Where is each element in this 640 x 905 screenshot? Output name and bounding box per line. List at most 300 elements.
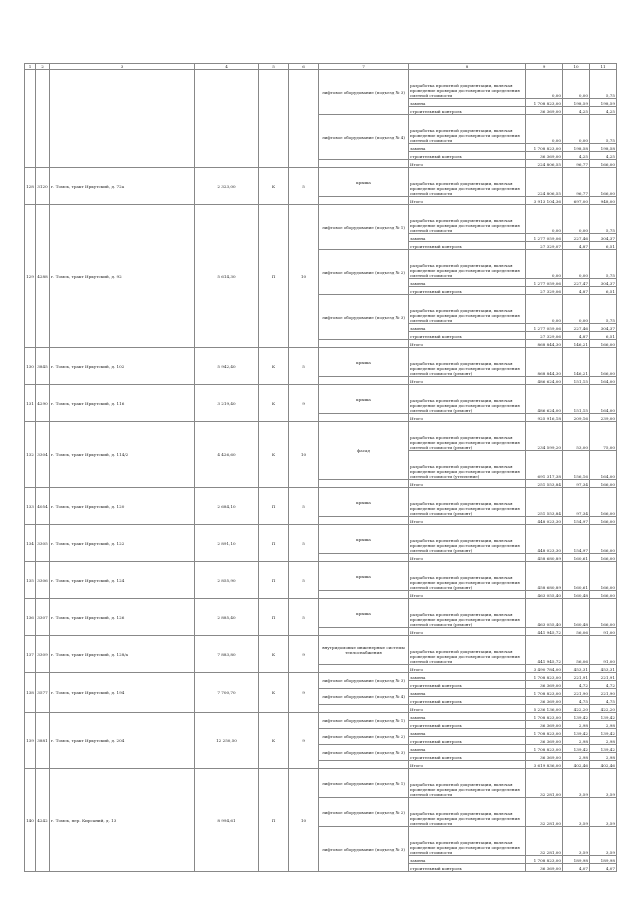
cost-value: 36 369,00 <box>526 697 563 705</box>
max-cost-per-sqm: 166,00 <box>590 525 617 554</box>
cost-per-sqm: 227,47 <box>563 279 590 287</box>
house-id: 3881 <box>36 713 50 769</box>
floors: 10 <box>289 205 319 348</box>
work-description: замена <box>409 713 526 721</box>
row-number: 132 <box>25 422 36 488</box>
work-description: замена <box>409 324 526 332</box>
floors: 9 <box>289 385 319 422</box>
cost-value: 36 369,00 <box>526 737 563 745</box>
cost-per-sqm: 139,42 <box>563 729 590 737</box>
cost-value: 27 329,06 <box>526 287 563 295</box>
wall-material: К <box>259 168 289 205</box>
house-id: 4054 <box>36 488 50 525</box>
cost-value: 27 329,06 <box>526 332 563 340</box>
cost-value: 441 945,72 <box>526 628 563 636</box>
total-area: 3 219,40 <box>195 385 259 422</box>
column-number-10: 10 <box>563 64 590 70</box>
cost-value: 0,00 <box>526 295 563 324</box>
work-description: разработка проектной документации, включая проведение проверки достоверности определения сметной стоимости <box>409 115 526 144</box>
cost-value: 0,00 <box>526 115 563 144</box>
work-description: Итого <box>409 414 526 422</box>
work-type <box>319 480 409 488</box>
cost-value: 1 708 823,00 <box>526 713 563 721</box>
cost-value: 3 913 104,36 <box>526 197 563 205</box>
max-cost-per-sqm: 402,46 <box>590 761 617 769</box>
cost-per-sqm: 227,46 <box>563 234 590 242</box>
cost-per-sqm: 146,21 <box>563 340 590 348</box>
work-description: разработка проектной документации, включая проведение проверки достоверности определения сметной стоимости <box>409 205 526 234</box>
work-description: строительный контроль <box>409 864 526 872</box>
cost-per-sqm: 3,59 <box>563 798 590 827</box>
cost-value: 1 708 823,00 <box>526 729 563 737</box>
max-cost-per-sqm: 189,98 <box>590 856 617 864</box>
column-number-6: 6 <box>289 64 319 70</box>
cost-per-sqm: 156,16 <box>563 451 590 480</box>
max-cost-per-sqm: 221,90 <box>590 689 617 697</box>
work-type: лифтовое оборудование (подъезд № 4) <box>319 115 409 160</box>
work-type: лифтовое оборудование (подъезд № 2) <box>319 729 409 745</box>
work-description: замена <box>409 279 526 287</box>
work-description: замена <box>409 745 526 753</box>
max-cost-per-sqm: 166,00 <box>590 562 617 591</box>
max-cost-per-sqm: 166,00 <box>590 160 617 168</box>
cost-per-sqm: 151,15 <box>563 377 590 385</box>
address: г. Томск, тракт Иркутский, д. 126 <box>50 599 195 636</box>
total-area: 2 891,10 <box>195 525 259 562</box>
cost-value: 27 329,07 <box>526 242 563 250</box>
work-type: лифтовое оборудование (подъезд № 3) <box>319 70 409 115</box>
total-area: 2 684,10 <box>195 488 259 525</box>
house-id: 4242 <box>36 769 50 872</box>
work-type: лифтовое оборудование (подъезд № 3) <box>319 827 409 872</box>
cost-value: 32 281,00 <box>526 769 563 798</box>
work-description: Итого <box>409 160 526 168</box>
work-description: разработка проектной документации, включая проведение проверки достоверности определения сметной стоимости (утепление) <box>409 451 526 480</box>
row-number: 131 <box>25 385 36 422</box>
work-type: крыша <box>319 348 409 377</box>
total-area: 8 994,61 <box>195 769 259 872</box>
row-number: 134 <box>25 525 36 562</box>
max-cost-per-sqm: 198,58 <box>590 144 617 152</box>
table-row <box>25 70 617 99</box>
wall-material: К <box>259 673 289 713</box>
max-cost-per-sqm: 164,00 <box>590 451 617 480</box>
house-id: 3120 <box>36 168 50 205</box>
cost-per-sqm: 56,06 <box>563 628 590 636</box>
max-cost-per-sqm: 304,37 <box>590 234 617 242</box>
max-cost-per-sqm: 5,75 <box>590 205 617 234</box>
work-description: замена <box>409 99 526 107</box>
max-cost-per-sqm: 4,72 <box>590 681 617 689</box>
work-description: разработка проектной документации, включая проведение проверки достоверности определения сметной стоимости <box>409 769 526 798</box>
work-description: разработка проектной документации, включая проведение проверки достоверности определения сметной стоимости (ремонт) <box>409 385 526 414</box>
work-type: лифтовое оборудование (подъезд № 1) <box>319 713 409 729</box>
max-cost-per-sqm: 304,37 <box>590 324 617 332</box>
cost-value: 224 806,55 <box>526 160 563 168</box>
cost-per-sqm: 96,77 <box>563 160 590 168</box>
cost-value: 448 023,30 <box>526 525 563 554</box>
max-cost-per-sqm: 5,75 <box>590 115 617 144</box>
max-cost-per-sqm: 166,00 <box>590 488 617 517</box>
cost-value: 1 708 823,00 <box>526 673 563 681</box>
table-row <box>25 636 617 665</box>
max-cost-per-sqm: 75,00 <box>590 422 617 451</box>
row-number: 136 <box>25 599 36 636</box>
cost-value: 36 369,00 <box>526 681 563 689</box>
table-row <box>25 205 617 234</box>
cost-per-sqm: 402,46 <box>563 761 590 769</box>
column-number-8: 8 <box>409 64 526 70</box>
work-description: строительный контроль <box>409 697 526 705</box>
max-cost-per-sqm: 422,20 <box>590 705 617 713</box>
cost-value: 224 806,55 <box>526 168 563 197</box>
house-id: 3307 <box>36 599 50 636</box>
work-description: строительный контроль <box>409 681 526 689</box>
cost-per-sqm: 154,97 <box>563 517 590 525</box>
table-row <box>25 525 617 554</box>
max-cost-per-sqm: 221,91 <box>590 673 617 681</box>
work-description: замена <box>409 673 526 681</box>
work-type: лифтовое оборудование (подъезд № 3) <box>319 295 409 340</box>
wall-material: П <box>259 769 289 872</box>
column-number-4: 4 <box>195 64 259 70</box>
row-number: 129 <box>25 205 36 348</box>
table-row <box>25 713 617 721</box>
table-row <box>25 769 617 798</box>
cost-per-sqm: 0,00 <box>563 250 590 279</box>
cost-per-sqm: 0,00 <box>563 205 590 234</box>
cost-per-sqm: 146,21 <box>563 348 590 377</box>
cost-value: 1 708 823,00 <box>526 99 563 107</box>
work-description: Итого <box>409 377 526 385</box>
work-type <box>319 517 409 525</box>
cost-per-sqm: 4,87 <box>563 332 590 340</box>
total-area: 4 426,60 <box>195 422 259 488</box>
max-cost-per-sqm: 3,59 <box>590 769 617 798</box>
cost-per-sqm: 151,15 <box>563 385 590 414</box>
cost-value: 458 680,89 <box>526 562 563 591</box>
address: г. Томск, тракт Иркутский, д. 204 <box>50 713 195 769</box>
house-id: 4288 <box>36 205 50 348</box>
work-type <box>319 591 409 599</box>
work-description: строительный контроль <box>409 721 526 729</box>
work-description: строительный контроль <box>409 107 526 115</box>
max-cost-per-sqm: 6,51 <box>590 287 617 295</box>
cost-value: 463 055,40 <box>526 591 563 599</box>
work-description: строительный контроль <box>409 332 526 340</box>
address: г. Томск, тракт Иркутский, д. 122 <box>50 525 195 562</box>
max-cost-per-sqm: 139,42 <box>590 729 617 737</box>
floors: 5 <box>289 599 319 636</box>
cost-per-sqm: 4,87 <box>563 242 590 250</box>
wall-material: К <box>259 422 289 488</box>
cost-per-sqm: 3,59 <box>563 827 590 856</box>
work-description: Итого <box>409 554 526 562</box>
cost-per-sqm: 139,42 <box>563 745 590 753</box>
address: г. Томск, тракт Иркутский, д. 194 <box>50 673 195 713</box>
column-number-7: 7 <box>319 64 409 70</box>
cost-per-sqm: 0,00 <box>563 115 590 144</box>
work-type: крыша <box>319 385 409 414</box>
column-number-3: 3 <box>50 64 195 70</box>
max-cost-per-sqm: 164,00 <box>590 385 617 414</box>
total-area: 5 942,40 <box>195 348 259 385</box>
cost-value: 3 619 836,00 <box>526 761 563 769</box>
cost-value: 251 553,84 <box>526 480 563 488</box>
work-description: Итого <box>409 480 526 488</box>
floors: 5 <box>289 488 319 525</box>
work-type: фасад <box>319 422 409 480</box>
row-number: 135 <box>25 562 36 599</box>
wall-material: П <box>259 599 289 636</box>
row-number: 130 <box>25 348 36 385</box>
address: г. Томск, тракт Иркутский, д. 120 <box>50 488 195 525</box>
column-number-1: 1 <box>25 64 36 70</box>
work-type: лифтовое оборудование (подъезд № 2) <box>319 250 409 295</box>
cost-value: 691 317,38 <box>526 451 563 480</box>
work-description: разработка проектной документации, включая проведение проверки достоверности определения сметной стоимости <box>409 70 526 99</box>
cost-per-sqm: 2,98 <box>563 737 590 745</box>
work-type: крыша <box>319 525 409 554</box>
cost-per-sqm: 2,98 <box>563 721 590 729</box>
address: г. Томск, тракт Иркутский, д. 114/2 <box>50 422 195 488</box>
work-description: разработка проектной документации, включая проведение проверки достоверности определения сметной стоимости <box>409 250 526 279</box>
cost-value: 0,00 <box>526 70 563 99</box>
address: г. Томск, тракт Иркутский, д. 128/а <box>50 636 195 673</box>
work-description: замена <box>409 234 526 242</box>
floors: 9 <box>289 636 319 673</box>
max-cost-per-sqm: 91,00 <box>590 628 617 636</box>
max-cost-per-sqm: 3,59 <box>590 827 617 856</box>
cost-value: 1 277 059,06 <box>526 234 563 242</box>
work-type <box>319 761 409 769</box>
work-description: Итого <box>409 591 526 599</box>
max-cost-per-sqm: 948,00 <box>590 197 617 205</box>
work-type <box>319 628 409 636</box>
cost-per-sqm: 209,16 <box>563 414 590 422</box>
cost-value: 1 708 823,00 <box>526 689 563 697</box>
work-description: разработка проектной документации, включая проведение проверки достоверности определения сметной стоимости <box>409 295 526 324</box>
work-description: разработка проектной документации, включая проведение проверки достоверности определения сметной стоимости (ремонт) <box>409 599 526 628</box>
row-number: 140 <box>25 769 36 872</box>
cost-value: 0,00 <box>526 250 563 279</box>
cost-per-sqm: 0,00 <box>563 70 590 99</box>
max-cost-per-sqm: 2,98 <box>590 721 617 729</box>
max-cost-per-sqm: 164,00 <box>590 377 617 385</box>
cost-value: 1 708 823,00 <box>526 745 563 753</box>
cost-per-sqm: 97,34 <box>563 488 590 517</box>
cost-per-sqm: 0,00 <box>563 295 590 324</box>
work-description: разработка проектной документации, включая проведение проверки достоверности определения сметной стоимости <box>409 636 526 665</box>
cost-value: 868 844,30 <box>526 340 563 348</box>
row-number: 128 <box>25 168 36 205</box>
max-cost-per-sqm: 5,75 <box>590 250 617 279</box>
floors: 5 <box>289 525 319 562</box>
table-row <box>25 422 617 451</box>
cost-per-sqm: 160,61 <box>563 562 590 591</box>
cost-value: 5 236 136,00 <box>526 705 563 713</box>
max-cost-per-sqm: 304,37 <box>590 279 617 287</box>
cost-value: 234 599,20 <box>526 422 563 451</box>
address: г. Томск, тракт Иркутский, д. 102 <box>50 348 195 385</box>
table-row <box>25 599 617 628</box>
max-cost-per-sqm: 166,00 <box>590 599 617 628</box>
wall-material <box>259 70 289 168</box>
cost-per-sqm: 3,59 <box>563 769 590 798</box>
work-type <box>319 665 409 673</box>
work-description: строительный контроль <box>409 753 526 761</box>
work-description: Итого <box>409 517 526 525</box>
max-cost-per-sqm: 4,25 <box>590 152 617 160</box>
work-type <box>319 340 409 348</box>
floors: 9 <box>289 673 319 713</box>
max-cost-per-sqm: 239,00 <box>590 414 617 422</box>
work-description: строительный контроль <box>409 152 526 160</box>
work-type: лифтовое оборудование (подъезд № 1) <box>319 769 409 798</box>
address: г. Томск, тракт Иркутский, д. 116 <box>50 385 195 422</box>
house-id: 3577 <box>36 673 50 713</box>
max-cost-per-sqm: 4,75 <box>590 697 617 705</box>
total-area: 7 700,70 <box>195 673 259 713</box>
cost-value: 1 708 823,00 <box>526 856 563 864</box>
cost-per-sqm: 221,91 <box>563 673 590 681</box>
wall-material: П <box>259 525 289 562</box>
work-description: строительный контроль <box>409 737 526 745</box>
work-description: разработка проектной документации, включая проведение проверки достоверности определения сметной стоимости (ремонт) <box>409 562 526 591</box>
wall-material: К <box>259 385 289 422</box>
cost-value: 3 490 784,00 <box>526 665 563 673</box>
wall-material: П <box>259 205 289 348</box>
work-type: крыша <box>319 599 409 628</box>
cost-per-sqm: 4,25 <box>563 152 590 160</box>
max-cost-per-sqm: 139,42 <box>590 745 617 753</box>
cost-per-sqm: 139,42 <box>563 713 590 721</box>
work-description: разработка проектной документации, включая проведение проверки достоверности определения сметной стоимости (ремонт) <box>409 422 526 451</box>
work-description: Итого <box>409 197 526 205</box>
max-cost-per-sqm: 166,00 <box>590 517 617 525</box>
cost-per-sqm: 221,90 <box>563 689 590 697</box>
wall-material: П <box>259 562 289 599</box>
cost-per-sqm: 4,75 <box>563 697 590 705</box>
address <box>50 70 195 168</box>
work-type: лифтовое оборудование (подъезд № 4) <box>319 689 409 705</box>
total-area: 2 323,00 <box>195 168 259 205</box>
floors <box>289 70 319 168</box>
wall-material: К <box>259 636 289 673</box>
cost-per-sqm: 56,06 <box>563 636 590 665</box>
capital-repair-table <box>24 63 617 872</box>
cost-value: 0,00 <box>526 205 563 234</box>
table-row <box>25 348 617 377</box>
cost-per-sqm: 154,97 <box>563 525 590 554</box>
cost-value: 32 281,00 <box>526 827 563 856</box>
max-cost-per-sqm: 166,00 <box>590 591 617 599</box>
row-number: 133 <box>25 488 36 525</box>
work-description: строительный контроль <box>409 287 526 295</box>
address: г. Томск, тракт Иркутский, д. 92 <box>50 205 195 348</box>
floors: 5 <box>289 348 319 385</box>
max-cost-per-sqm: 198,59 <box>590 99 617 107</box>
cost-per-sqm: 2,98 <box>563 753 590 761</box>
table-row <box>25 488 617 517</box>
cost-per-sqm: 189,98 <box>563 856 590 864</box>
work-type: крыша <box>319 168 409 197</box>
house-id: 3304 <box>36 422 50 488</box>
work-description: Итого <box>409 761 526 769</box>
floors: 10 <box>289 769 319 872</box>
max-cost-per-sqm: 5,75 <box>590 295 617 324</box>
work-description: разработка проектной документации, включая проведение проверки достоверности определения сметной стоимости <box>409 798 526 827</box>
cost-per-sqm: 97,34 <box>563 480 590 488</box>
max-cost-per-sqm: 453,31 <box>590 665 617 673</box>
work-type: лифтовое оборудование (подъезд № 2) <box>319 798 409 827</box>
work-description: разработка проектной документации, включая проведение проверки достоверности определения сметной стоимости (ремонт) <box>409 525 526 554</box>
max-cost-per-sqm: 3,59 <box>590 798 617 827</box>
max-cost-per-sqm: 5,75 <box>590 70 617 99</box>
table-body <box>25 64 617 872</box>
wall-material: П <box>259 488 289 525</box>
max-cost-per-sqm: 4,07 <box>590 864 617 872</box>
column-number-9: 9 <box>526 64 563 70</box>
cost-value: 32 281,00 <box>526 798 563 827</box>
work-type <box>319 554 409 562</box>
cost-per-sqm: 160,48 <box>563 599 590 628</box>
house-id: 3305 <box>36 525 50 562</box>
cost-per-sqm: 96,77 <box>563 168 590 197</box>
cost-value: 1 277 059,06 <box>526 324 563 332</box>
work-type <box>319 705 409 713</box>
cost-per-sqm: 227,46 <box>563 324 590 332</box>
max-cost-per-sqm: 91,00 <box>590 636 617 665</box>
cost-value: 36 369,00 <box>526 107 563 115</box>
row-number: 137 <box>25 636 36 673</box>
total-area: 7 883,80 <box>195 636 259 673</box>
work-type: лифтовое оборудование (подъезд № 3) <box>319 673 409 689</box>
cost-value: 36 369,00 <box>526 864 563 872</box>
max-cost-per-sqm: 4,25 <box>590 107 617 115</box>
cost-value: 36 369,00 <box>526 753 563 761</box>
work-description: замена <box>409 856 526 864</box>
cost-per-sqm: 4,87 <box>563 287 590 295</box>
column-number-2: 2 <box>36 64 50 70</box>
max-cost-per-sqm: 166,00 <box>590 480 617 488</box>
total-area: 12 250,50 <box>195 713 259 769</box>
cost-per-sqm: 198,58 <box>563 144 590 152</box>
work-description: Итого <box>409 340 526 348</box>
max-cost-per-sqm: 166,00 <box>590 340 617 348</box>
floors: 5 <box>289 562 319 599</box>
work-description: замена <box>409 144 526 152</box>
cost-per-sqm: 697,00 <box>563 197 590 205</box>
cost-per-sqm: 160,61 <box>563 554 590 562</box>
cost-value: 868 844,30 <box>526 348 563 377</box>
cost-value: 463 055,40 <box>526 599 563 628</box>
cost-per-sqm: 453,31 <box>563 665 590 673</box>
max-cost-per-sqm: 139,42 <box>590 713 617 721</box>
address: г. Томск, тракт Иркутский, д. 124 <box>50 562 195 599</box>
cost-per-sqm: 53,00 <box>563 422 590 451</box>
cost-value: 441 945,72 <box>526 636 563 665</box>
table-row <box>25 562 617 591</box>
column-number-11: 11 <box>590 64 617 70</box>
total-area: 2 885,40 <box>195 599 259 636</box>
work-type <box>319 414 409 422</box>
work-description: замена <box>409 689 526 697</box>
total-area: 5 614,30 <box>195 205 259 348</box>
house-id: 3845 <box>36 348 50 385</box>
work-description: замена <box>409 729 526 737</box>
row-number: 139 <box>25 713 36 769</box>
